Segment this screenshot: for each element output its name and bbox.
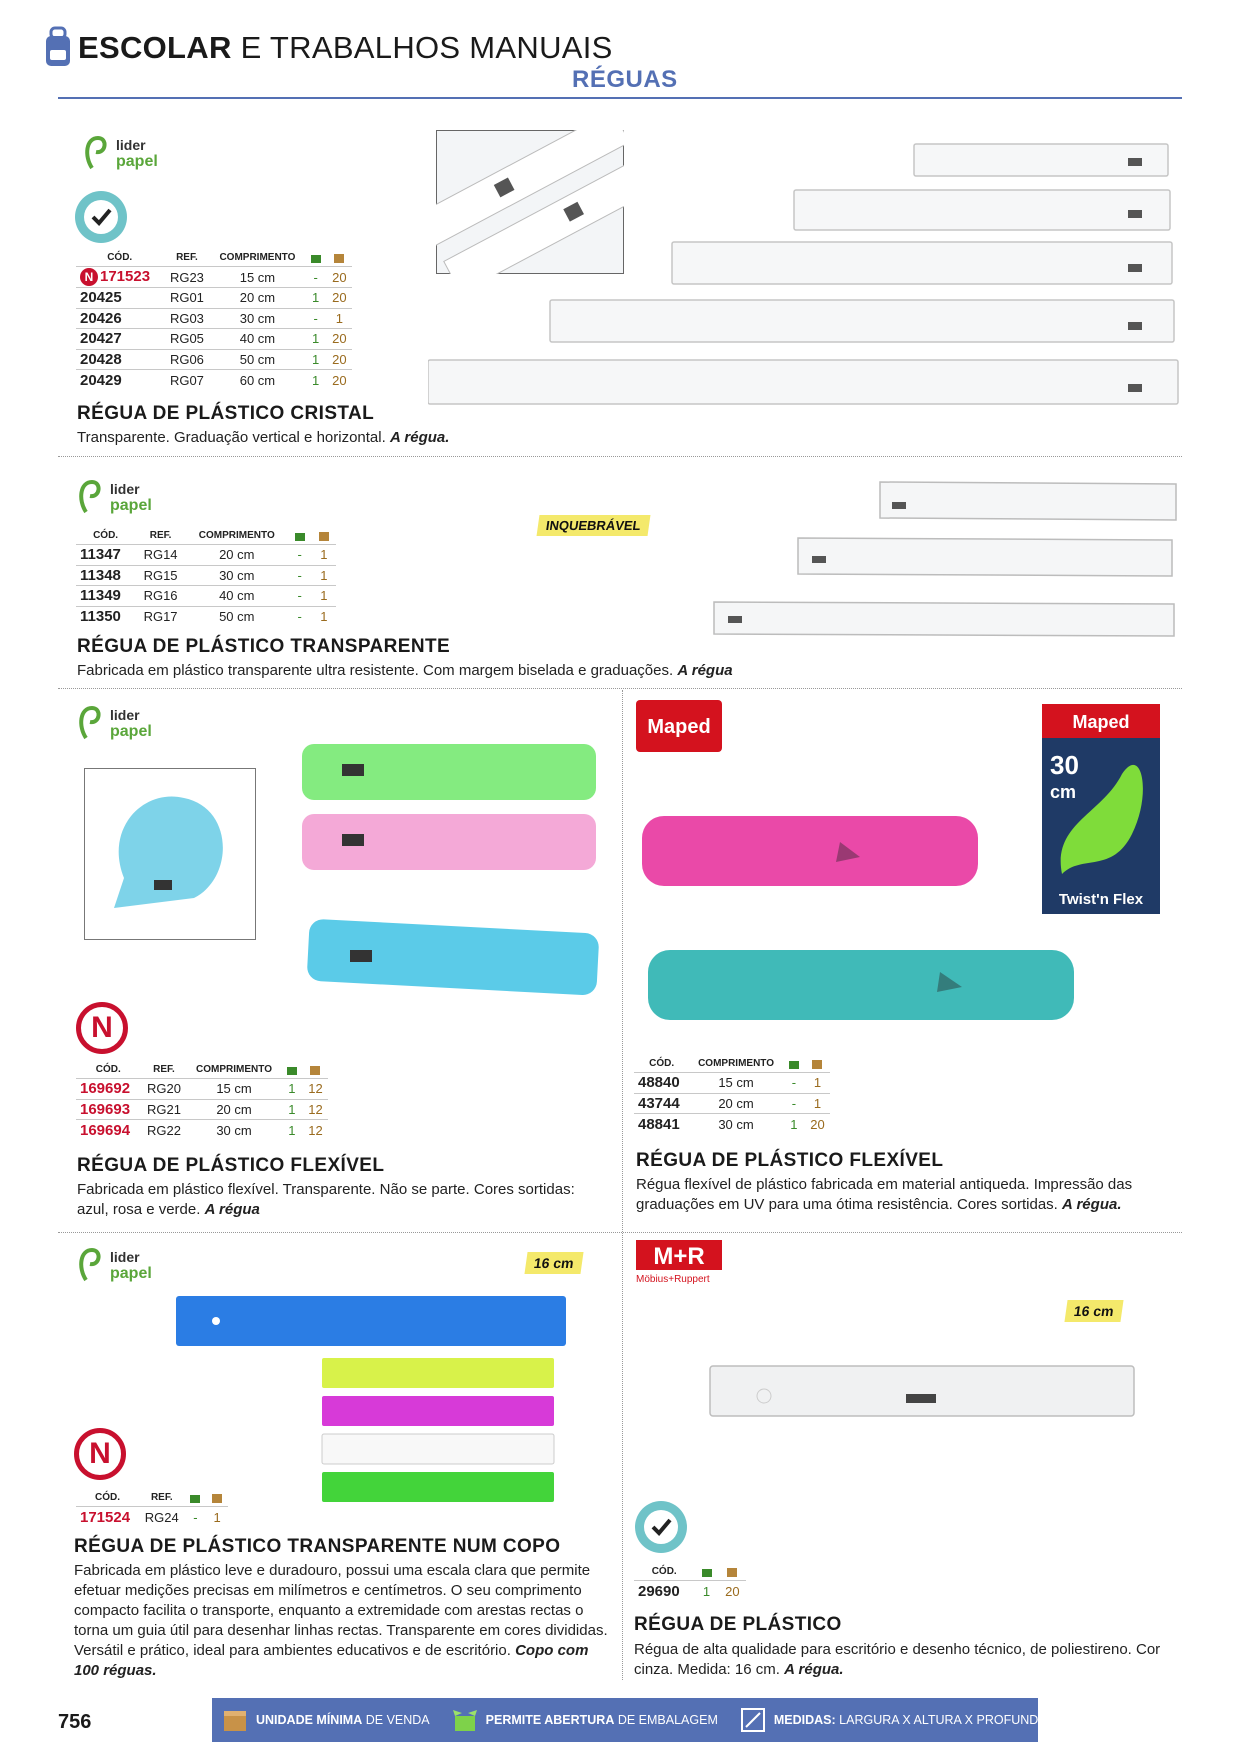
crystal-rulers-image xyxy=(428,140,1182,412)
mobius-ruppert-logo xyxy=(636,1240,724,1286)
col-open xyxy=(304,250,326,267)
open-box-icon xyxy=(701,1566,713,1577)
product-1-table xyxy=(76,250,352,390)
open-box-icon xyxy=(294,530,306,541)
open-box-icon xyxy=(452,1707,478,1733)
col-length: COMPRIMENTO xyxy=(219,252,296,264)
section-divider xyxy=(58,456,1182,457)
col-code: CÓD. xyxy=(107,252,133,264)
table-row: N 171523 RG23 15 cm - 20 xyxy=(76,267,352,288)
size-tag: 16 cm xyxy=(1064,1300,1123,1322)
table-row: 171524 RG24 - 1 xyxy=(76,1507,228,1528)
legend-dimensions: MEDIDAS: LARGURA X ALTURA X PROFUNDIDADE xyxy=(740,1707,1077,1733)
svg-text:Möbius+Ruppert: Möbius+Ruppert xyxy=(636,1274,710,1285)
new-product-icon: N xyxy=(74,1428,126,1480)
table-row: 169693 RG21 20 cm 1 12 xyxy=(76,1099,328,1120)
page-number: 756 xyxy=(58,1711,92,1733)
svg-text:Twist'n Flex: Twist'n Flex xyxy=(1058,891,1144,908)
header-divider xyxy=(58,97,1182,99)
unbreakable-tag: INQUEBRÁVEL xyxy=(537,515,651,536)
box-icon xyxy=(318,530,330,541)
table-row: 29690 1 20 xyxy=(634,1581,746,1602)
table-row: 20425 RG01 20 cm 1 20 xyxy=(76,288,352,309)
svg-text:lider: lider xyxy=(116,137,146,153)
legend-open-pack: PERMITE ABERTURA DE EMBALAGEM xyxy=(452,1707,718,1733)
product-2-table: CÓD. REF. COMPRIMENTO 11347 RG14 20 cm - 1 11348 RG15 30 cm - 1 11349 RG16 40 cm - 1 11350 RG17 50 cm - 1 xyxy=(76,528,336,627)
box-icon xyxy=(333,252,345,263)
svg-text:30: 30 xyxy=(1050,750,1079,780)
product-3-table: CÓD. REF. COMPRIMENTO 169692 RG20 15 cm 1 12 169693 RG21 20 cm 1 12 169694 RG22 30 cm 1 12 xyxy=(76,1062,328,1140)
flexible-ruler-bent-image xyxy=(84,768,256,940)
svg-text:M+R: M+R xyxy=(653,1243,705,1270)
box-icon xyxy=(222,1707,248,1733)
lider-papel-logo xyxy=(82,128,178,174)
product-5-table: CÓD. REF. 171524 RG24 - 1 xyxy=(76,1490,228,1527)
page-category: ESCOLAR E TRABALHOS MANUAIS xyxy=(78,30,613,65)
open-box-icon xyxy=(788,1058,800,1069)
box-icon xyxy=(726,1566,738,1577)
table-row: 20429 RG07 60 cm 1 20 xyxy=(76,370,352,391)
backpack-icon xyxy=(44,24,72,68)
lider-papel-logo xyxy=(76,1240,172,1286)
table-row: 11350 RG17 50 cm - 1 xyxy=(76,606,336,627)
new-product-icon: N xyxy=(76,1002,128,1054)
product-1-title: RÉGUA DE PLÁSTICO CRISTAL xyxy=(77,403,375,424)
svg-text:cm: cm xyxy=(1050,782,1077,802)
product-2-title: RÉGUA DE PLÁSTICO TRANSPARENTE xyxy=(77,636,451,657)
dimensions-icon xyxy=(740,1707,766,1733)
quality-check-icon xyxy=(74,190,128,244)
col-min xyxy=(327,250,352,267)
open-box-icon xyxy=(286,1064,298,1075)
transparent-rulers-image xyxy=(712,476,1180,640)
section-divider xyxy=(58,1232,1182,1233)
open-box-icon xyxy=(310,252,322,263)
col-ref: REF. xyxy=(176,252,198,264)
svg-text:Maped: Maped xyxy=(1072,712,1130,732)
table-row: 169692 RG20 15 cm 1 12 xyxy=(76,1079,328,1100)
page-subcategory: RÉGUAS xyxy=(572,66,678,93)
section-divider xyxy=(58,688,1182,689)
box-icon xyxy=(309,1064,321,1075)
column-divider xyxy=(622,690,623,1680)
legend-min-unit: UNIDADE MÍNIMA DE VENDA xyxy=(222,1707,430,1733)
svg-text:papel: papel xyxy=(110,723,152,740)
new-badge: N xyxy=(80,268,98,286)
product-4-title: RÉGUA DE PLÁSTICO FLEXÍVEL xyxy=(636,1150,944,1171)
table-row: 20427 RG05 40 cm 1 20 xyxy=(76,329,352,350)
product-6-title: RÉGUA DE PLÁSTICO xyxy=(634,1614,842,1635)
svg-text:lider: lider xyxy=(110,1249,140,1265)
table-row: 20426 RG03 30 cm - 1 xyxy=(76,308,352,329)
maped-logo xyxy=(636,700,722,756)
table-row: 20428 RG06 50 cm 1 20 xyxy=(76,349,352,370)
product-6-table: CÓD. 29690 1 20 xyxy=(634,1564,746,1601)
svg-text:papel: papel xyxy=(116,153,158,170)
svg-text:lider: lider xyxy=(110,481,140,497)
maped-flexible-rulers-image xyxy=(640,812,1080,1022)
table-row: 43744 20 cm - 1 xyxy=(634,1093,830,1114)
ruler-cup-colors-image xyxy=(176,1296,568,1502)
table-row: 48841 30 cm 1 20 xyxy=(634,1114,830,1135)
product-2-desc: Fabricada em plástico transparente ultra resistente. Com margem biselada e graduações. A régua xyxy=(77,662,733,679)
table-row: 48840 15 cm - 1 xyxy=(634,1073,830,1094)
quality-check-icon xyxy=(634,1500,688,1554)
product-5-desc: Fabricada em plástico leve e duradouro, possui uma escala clara que permite efetuar medições precisas em milímetros e centímetros. O seu comprimento compacto facilita o transporte, enquanto a extremidade com arestas rectas o torna um guia útil para desenhar linhas rectas. Transparente em cores divididas. Versátil e prático, ideal para ambientes educativos e de escritório. Copo com 100 réguas. xyxy=(74,1562,608,1679)
product-5-title: RÉGUA DE PLÁSTICO TRANSPARENTE NUM COPO xyxy=(74,1536,561,1557)
svg-text:lider: lider xyxy=(110,707,140,723)
grey-ruler-image xyxy=(708,1364,1138,1420)
product-3-desc: Fabricada em plástico flexível. Transparente. Não se parte. Cores sortidas: azul, rosa e verde. A régua xyxy=(77,1181,575,1218)
svg-text:papel: papel xyxy=(110,1265,152,1282)
product-4-table: CÓD. COMPRIMENTO 48840 15 cm - 1 43744 20 cm - 1 48841 30 cm 1 20 xyxy=(634,1056,830,1134)
lider-papel-logo xyxy=(76,698,172,744)
table-row: 11347 RG14 20 cm - 1 xyxy=(76,545,336,566)
product-1-desc: Transparente. Graduação vertical e horizontal. A régua. xyxy=(77,429,450,446)
svg-text:papel: papel xyxy=(110,497,152,514)
product-4-desc: Régua flexível de plástico fabricada em material antiqueda. Impressão das graduações em UV para uma ótima resistência. Cores sortidas. A régua. xyxy=(636,1176,1133,1213)
table-row: 11348 RG15 30 cm - 1 xyxy=(76,565,336,586)
box-icon xyxy=(811,1058,823,1069)
svg-text:Maped: Maped xyxy=(647,716,711,738)
open-box-icon xyxy=(189,1492,201,1503)
box-icon xyxy=(211,1492,223,1503)
lider-papel-logo xyxy=(76,472,172,518)
table-row: 11349 RG16 40 cm - 1 xyxy=(76,586,336,607)
size-tag: 16 cm xyxy=(524,1252,583,1274)
table-row: 169694 RG22 30 cm 1 12 xyxy=(76,1120,328,1141)
product-3-title: RÉGUA DE PLÁSTICO FLEXÍVEL xyxy=(77,1155,385,1176)
legend-bar xyxy=(212,1698,1077,1742)
flexible-rulers-colors-image xyxy=(300,740,600,1002)
product-6-desc: Régua de alta qualidade para escritório e desenho técnico, de poliestireno. Cor cinza. Medida: 16 cm. A régua. xyxy=(634,1641,1161,1678)
